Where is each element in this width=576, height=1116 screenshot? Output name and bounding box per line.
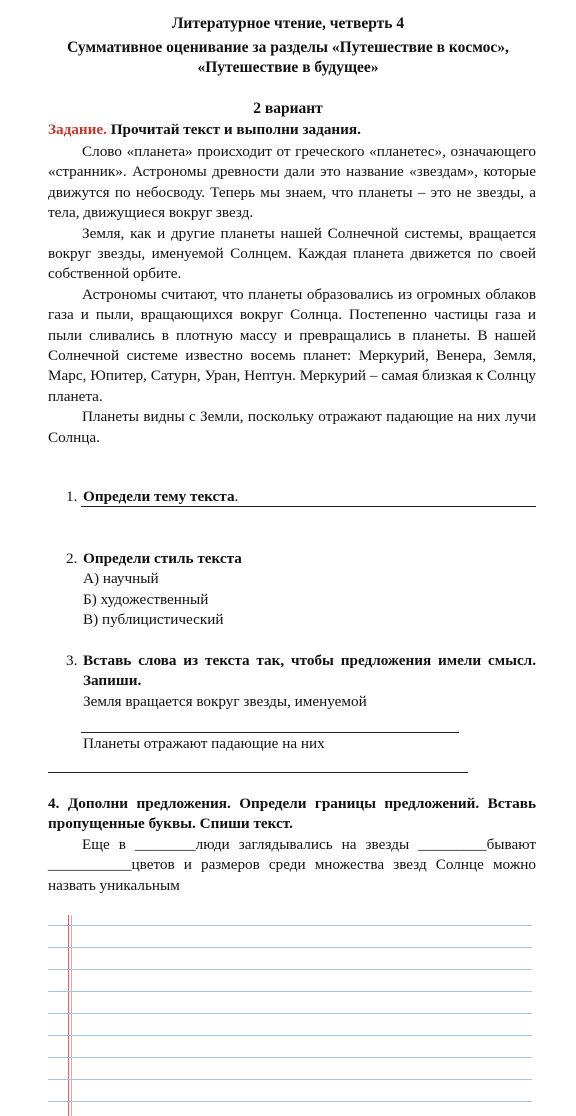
answer-line[interactable] <box>48 772 468 773</box>
question-number: 3. <box>66 652 78 669</box>
question-text <box>83 487 238 507</box>
question-4-body: Еще в ________люди заглядывались на звезды _________бывают ___________цветов и размеров среди множества звезд Солнце можно назвать уникальным <box>48 835 536 894</box>
variant-label: 2 вариант <box>253 100 323 117</box>
question-text: Определи стиль текста <box>83 550 242 567</box>
option-b[interactable]: Б) художественный <box>83 590 209 608</box>
margin-line <box>68 915 69 1116</box>
assessment-title: Суммативное оценивание за разделы «Путешествие в космос», «Путешествие в будущее» <box>67 39 509 76</box>
question-1-tail: . <box>234 488 239 505</box>
question-text: Вставь слова из текста так, чтобы предложения имели смысл. Запиши. <box>83 652 536 690</box>
answer-line[interactable] <box>81 732 459 733</box>
lined-writing-area[interactable] <box>48 915 532 1116</box>
ruled-line <box>48 925 532 926</box>
ruled-line <box>48 991 532 992</box>
question-text: 4. Дополни предложения. Определи границы предложений. Вставь пропущенные буквы. Спиши текст. <box>48 795 536 833</box>
ruled-line <box>48 969 532 970</box>
subject-title: Литературное чтение, четверть 4 <box>171 15 405 32</box>
option-a[interactable]: А) научный <box>83 570 159 587</box>
reading-text <box>48 142 536 448</box>
sentence-1: Земля вращается вокруг звезды, именуемой <box>83 693 367 710</box>
ruled-line <box>48 1101 532 1102</box>
ruled-line <box>48 947 532 948</box>
ruled-line <box>48 1035 532 1036</box>
text-paragraph: Слово «планета» происходит от греческого «планетес», означающего «странник». Астрономы древности дали это название «звездам», которые движутся по небосводу. Теперь мы знаем, что планеты – это не звезды, а тела, движущиеся вокруг звезд. <box>48 143 536 222</box>
answer-options <box>83 569 223 631</box>
answer-line[interactable] <box>81 506 536 507</box>
ruled-line <box>48 1013 532 1014</box>
task-instruction <box>48 120 536 140</box>
task-text: Прочитай текст и выполни задания. <box>106 121 361 138</box>
question-4 <box>48 794 536 896</box>
margin-line <box>71 915 72 1116</box>
ruled-line <box>48 1079 532 1080</box>
question-1-text: Определи тему текста <box>83 488 235 505</box>
question-number: 1. <box>66 488 78 505</box>
task-label: Задание. <box>48 121 107 138</box>
option-c[interactable]: В) публицистический <box>83 611 224 628</box>
ruled-line <box>48 1057 532 1058</box>
sentence-2: Планеты отражают падающие на них <box>83 735 325 752</box>
question-number: 2. <box>66 550 78 567</box>
text-paragraph: Земля, как и другие планеты нашей Солнечной системы, вращается вокруг звезды, именуемой Солнцем. Каждая планета движется по своей собственной орбите. <box>48 224 536 283</box>
text-paragraph: Астрономы считают, что планеты образовались из огромных облаков газа и пыли, вращающихся вокруг Солнца. Постепенно частицы газа и пыли сливались в плотную массу и превращались в планеты. В нашей Солнечной системе известно восемь планет: Меркурий, Венера, Земля, Марс, Юпитер, Сатурн, Уран, Нептун. Меркурий – самая близкая к Солнцу планета. <box>48 285 536 405</box>
text-paragraph: Планеты видны с Земли, поскольку отражают падающие на них лучи Солнца. <box>48 408 536 446</box>
